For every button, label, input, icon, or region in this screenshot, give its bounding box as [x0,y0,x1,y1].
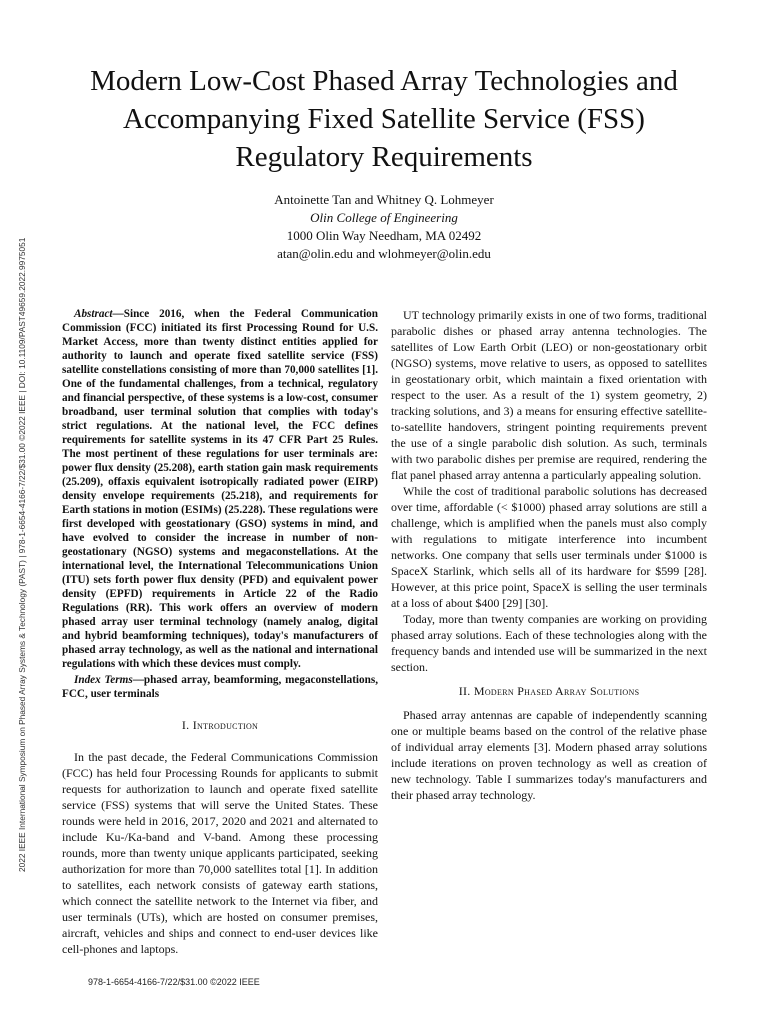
abstract-paragraph [62,307,378,671]
title-line-1: Modern Low-Cost Phased Array Technologies and [90,65,678,97]
abstract-text: —Since 2016, when the Federal Communication Commission (FCC) initiated its first Processing Round for U.S. Market Access, more than twenty distinct entities applied for authority to launch and operate fixed satellite service (FSS) satellite constellations consisting of more than 70,000 satellites [1]. One of the fundamental challenges, from a technical, regulatory and financial perspective, of these systems is a low-cost, consumer broadband, user terminal solution that complies with today's strict regulations. At the national level, the FCC defines requirements for satellite systems in its 47 CFR Part 25 Rules. The most pertinent of these regulations for user terminals are: power flux density (25.208), earth station gain mask requirements (25.209), offaxis equivalent isotropically radiated power (EIRP) density envelope requirements (25.218), and requirements for Earth stations in motion (ESIMs) (25.228). These regulations were first developed with geostationary (GSO) systems in mind, and have evolved to consider the increase in number of non-geostationary (NGSO) systems and megaconstellations. At the international level, the International Telecommunications Union (ITU) sets forth power flux density (PFD) and equivalent power density (EPFD) requirements in Article 22 of the Radio Regulations (RR). This work offers an overview of modern phased array user terminal technology (namely analog, digital and hybrid beamforming techniques), today's manufacturers of phased array technology, as well as the national and international regulations with which these devices must comply. [62,308,378,670]
index-terms-text: —phased array, beamforming, megaconstellations, FCC, user terminals [62,674,378,700]
page-footer: 978-1-6654-4166-7/22/$31.00 ©2022 IEEE [88,977,260,987]
title-line-2: Accompanying Fixed Satellite Service (FSS) [123,103,645,135]
right-column [391,307,707,803]
abstract-label: Abstract [74,308,113,320]
index-terms-paragraph [62,673,378,701]
title-line-3: Regulatory Requirements [235,141,533,173]
left-column [62,307,378,957]
phased-array-solutions-heading: II. Modern Phased Array Solutions [458,684,640,698]
ieee-sidebar-citation: 2022 IEEE International Symposium on Phased Array Systems & Technology (PAST) | 978-1-6654-4166-7/22/$31.00 ©2022 IEEE | DOI: 10.1109/PAST49659.2022.9975051 [17,237,27,872]
introduction-paragraph-1: In the past decade, the Federal Communications Commission (FCC) has held four Processing Rounds for applicants to submit requests for authorization to launch and operate fixed satellite service (FSS) systems that will serve the United States. These rounds were held in 2016, 2017, 2020 and 2021 and alternated to include Ku-/Ka-band and V-band. Among these processing rounds, more than twenty unique applicants participated, seeking authorization for more than 70,000 satellites total [1]. In addition to satellites, each network consists of gateway earth stations, which connect the satellite network to the Internet via fiber, and user terminals (UTs), which are hosted on consumer premises, aircraft, vehicles and ships and connect to end-user devices like cell-phones and laptops. [62,750,378,956]
introduction-heading: I. Introduction [181,718,259,732]
affiliation: Olin College of Engineering [310,210,458,225]
paper-title [40,62,728,176]
ut-technology-paragraph: UT technology primarily exists in one of two forms, traditional parabolic dishes or phased array antenna technologies. The satellites of Low Earth Orbit (LEO) or non-geostationary orbit (NGSO) systems, move relative to users, as opposed to satellites in geostationary orbit, which maintain a fixed orientation with respect to the user. As a result of the 1) system geometry, 2) tracking solutions, and 3) a means for ensuring effective satellite-to-satellite handovers, stringent pointing requirements prevent the use of a single parabolic dish solution. As such, terminals with two parabolic dishes per premise are required, rendering the flat panel phased array antenna a particularly appealing solution. [391,308,707,482]
index-terms-label: Index Terms [74,674,133,686]
phased-array-paragraph-1: Phased array antennas are capable of independently scanning one or multiple beams based on the control of the relative phase of individual array elements [3]. Modern phased array solutions include iterations on proven technology as well as creation of new technology. Table I summarizes today's manufacturers and their phased array technology. [391,708,707,802]
parabolic-cost-paragraph: While the cost of traditional parabolic solutions has decreased over time, affordable (< $1000) phased array solutions are still a challenge, which is amplified when the panels must also comply with regulations to mitigate interference into incumbent networks. One company that sells user terminals under $1000 is SpaceX Starlink, which sells all of its hardware for $599 [28]. However, at this price point, SpaceX is selling the user terminals at a loss of about $400 [29] [30]. [391,484,707,610]
emails: atan@olin.edu and wlohmeyer@olin.edu [277,246,491,261]
address: 1000 Olin Way Needham, MA 02492 [286,228,482,243]
author-block [0,191,768,263]
companies-paragraph: Today, more than twenty companies are working on providing phased array solutions. Each of these technologies along with the frequency bands and intended use will be summarized in the next section. [391,612,707,674]
author-names: Antoinette Tan and Whitney Q. Lohmeyer [274,192,494,207]
